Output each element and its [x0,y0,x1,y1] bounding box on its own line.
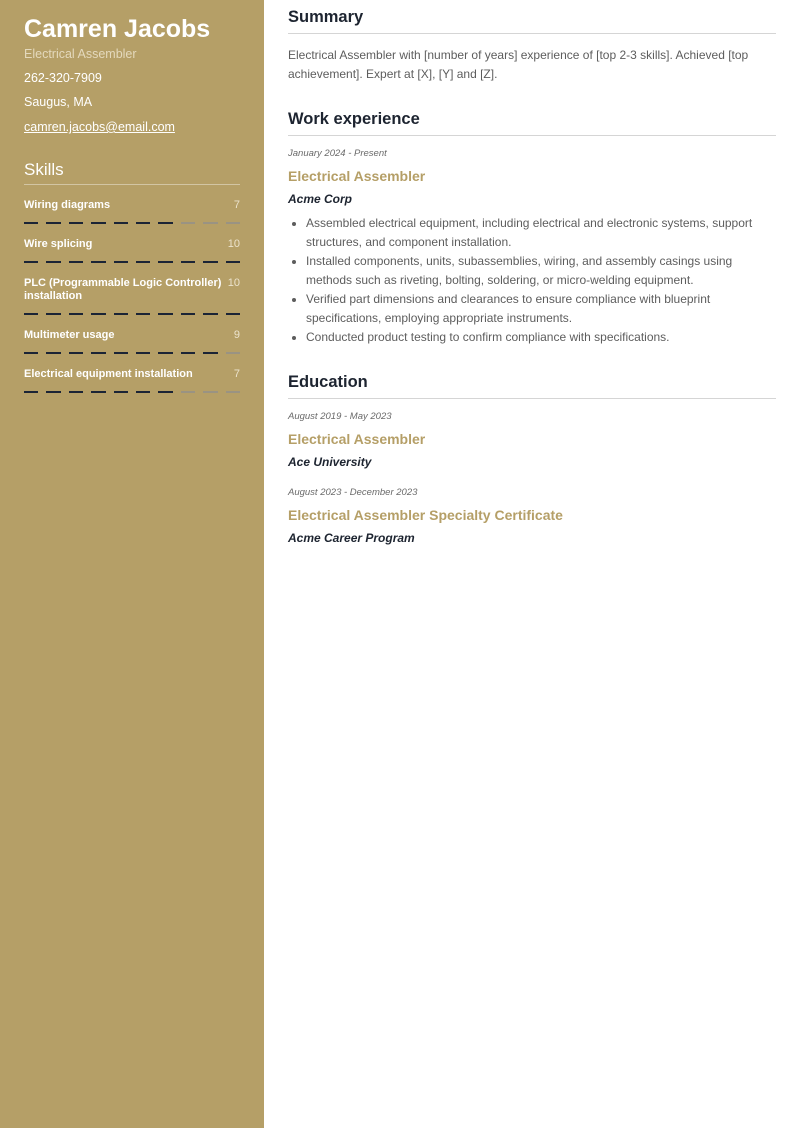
rating-segment-empty [181,222,195,224]
education-date: August 2023 - December 2023 [288,487,418,498]
rating-segment-filled [91,261,105,263]
rating-segment-filled [69,313,83,315]
summary-section [288,8,776,84]
rating-segment-filled [24,313,38,315]
rating-segment-filled [91,313,105,315]
candidate-name: Camren Jacobs [24,15,211,43]
rating-segment-filled [226,261,240,263]
sidebar [0,0,264,1128]
education-item [288,487,776,545]
institution-name: Ace University [288,455,372,469]
bullet-item: • Installed components, units, subassemblies, wiring, and assembly casings using methods such as riveting, bolting, soldering, or micro-welding equipment. [306,252,776,290]
rating-segment-filled [136,391,150,393]
rating-segment-filled [203,261,217,263]
rating-segment-filled [46,261,60,263]
section-heading: Education [288,373,776,399]
company-name: Acme Corp [288,192,353,206]
rating-segment-filled [114,391,128,393]
rating-segment-filled [158,261,172,263]
work-item [288,148,776,347]
rating-segment-filled [181,352,195,354]
education-item [288,411,776,469]
bullet-item: • Assembled electrical equipment, including electrical and electronic systems, support structures, and component installation. [306,214,776,252]
bullet-item: • Conducted product testing to confirm compliance with specifications. [306,328,776,347]
rating-segment-empty [203,222,217,224]
degree-title: Electrical Assembler Specialty Certificate [288,507,563,523]
skills-list [24,199,240,393]
skill-level: 7 [233,199,240,211]
skill-rating-bar [24,391,240,393]
rating-segment-filled [181,261,195,263]
skill-rating-bar [24,352,240,354]
rating-segment-filled [158,391,172,393]
rating-segment-filled [69,352,83,354]
rating-segment-empty [226,391,240,393]
skill-rating-bar [24,261,240,263]
bullet-item: • Verified part dimensions and clearances to ensure compliance with blueprint specifications, employing appropriate instruments. [306,290,776,328]
skill-level: 10 [227,238,240,250]
work-bullets [288,214,776,347]
rating-segment-filled [91,352,105,354]
rating-segment-filled [91,391,105,393]
rating-segment-filled [69,222,83,224]
rating-segment-filled [46,391,60,393]
rating-segment-empty [226,222,240,224]
rating-segment-filled [91,222,105,224]
skill-item [24,238,240,263]
work-date: January 2024 - Present [288,148,387,159]
degree-title: Electrical Assembler [288,431,426,447]
summary-text: Electrical Assembler with [number of years] experience of [top 2-3 skills]. Achieved [top achievement]. Expert at [X], [Y] and [Z]. [288,48,749,81]
education-date: August 2019 - May 2023 [288,411,392,422]
rating-segment-filled [203,352,217,354]
rating-segment-filled [69,261,83,263]
education-section [288,373,776,545]
section-heading: Summary [288,8,776,34]
rating-segment-filled [158,313,172,315]
phone-number: 262-320-7909 [24,71,102,85]
rating-segment-filled [24,391,38,393]
work-section [288,110,776,347]
rating-segment-filled [158,352,172,354]
skill-rating-bar [24,222,240,224]
rating-segment-filled [114,222,128,224]
skill-name: Wiring diagrams [24,199,111,211]
rating-segment-empty [203,391,217,393]
rating-segment-filled [114,261,128,263]
rating-segment-filled [158,222,172,224]
rating-segment-filled [136,222,150,224]
rating-segment-filled [114,313,128,315]
rating-segment-filled [114,352,128,354]
skill-item [24,329,240,354]
skill-item [24,277,240,315]
main-content [288,8,776,545]
institution-name: Acme Career Program [288,531,415,545]
email-link[interactable]: camren.jacobs@email.com [24,120,175,134]
rating-segment-empty [226,352,240,354]
rating-segment-empty [181,391,195,393]
rating-segment-filled [136,352,150,354]
rating-segment-filled [136,261,150,263]
rating-segment-filled [24,222,38,224]
skill-name: Multimeter usage [24,329,115,341]
section-heading: Work experience [288,110,776,136]
rating-segment-filled [69,391,83,393]
skill-name: Wire splicing [24,238,93,250]
skill-name: Electrical equipment installation [24,368,193,380]
skills-heading: Skills [24,160,240,185]
skill-item [24,199,240,224]
rating-segment-filled [46,352,60,354]
rating-segment-filled [24,261,38,263]
rating-segment-filled [136,313,150,315]
location: Saugus, MA [24,95,93,109]
rating-segment-filled [24,352,38,354]
skill-rating-bar [24,313,240,315]
rating-segment-filled [181,313,195,315]
skill-level: 9 [233,329,240,341]
rating-segment-filled [46,222,60,224]
job-title: Electrical Assembler [288,168,426,184]
candidate-title: Electrical Assembler [24,47,137,61]
rating-segment-filled [203,313,217,315]
skill-name: PLC (Programmable Logic Controller) installation [24,277,222,302]
skill-item [24,368,240,393]
rating-segment-filled [226,313,240,315]
rating-segment-filled [46,313,60,315]
skill-level: 7 [233,368,240,380]
skill-level: 10 [227,277,240,289]
